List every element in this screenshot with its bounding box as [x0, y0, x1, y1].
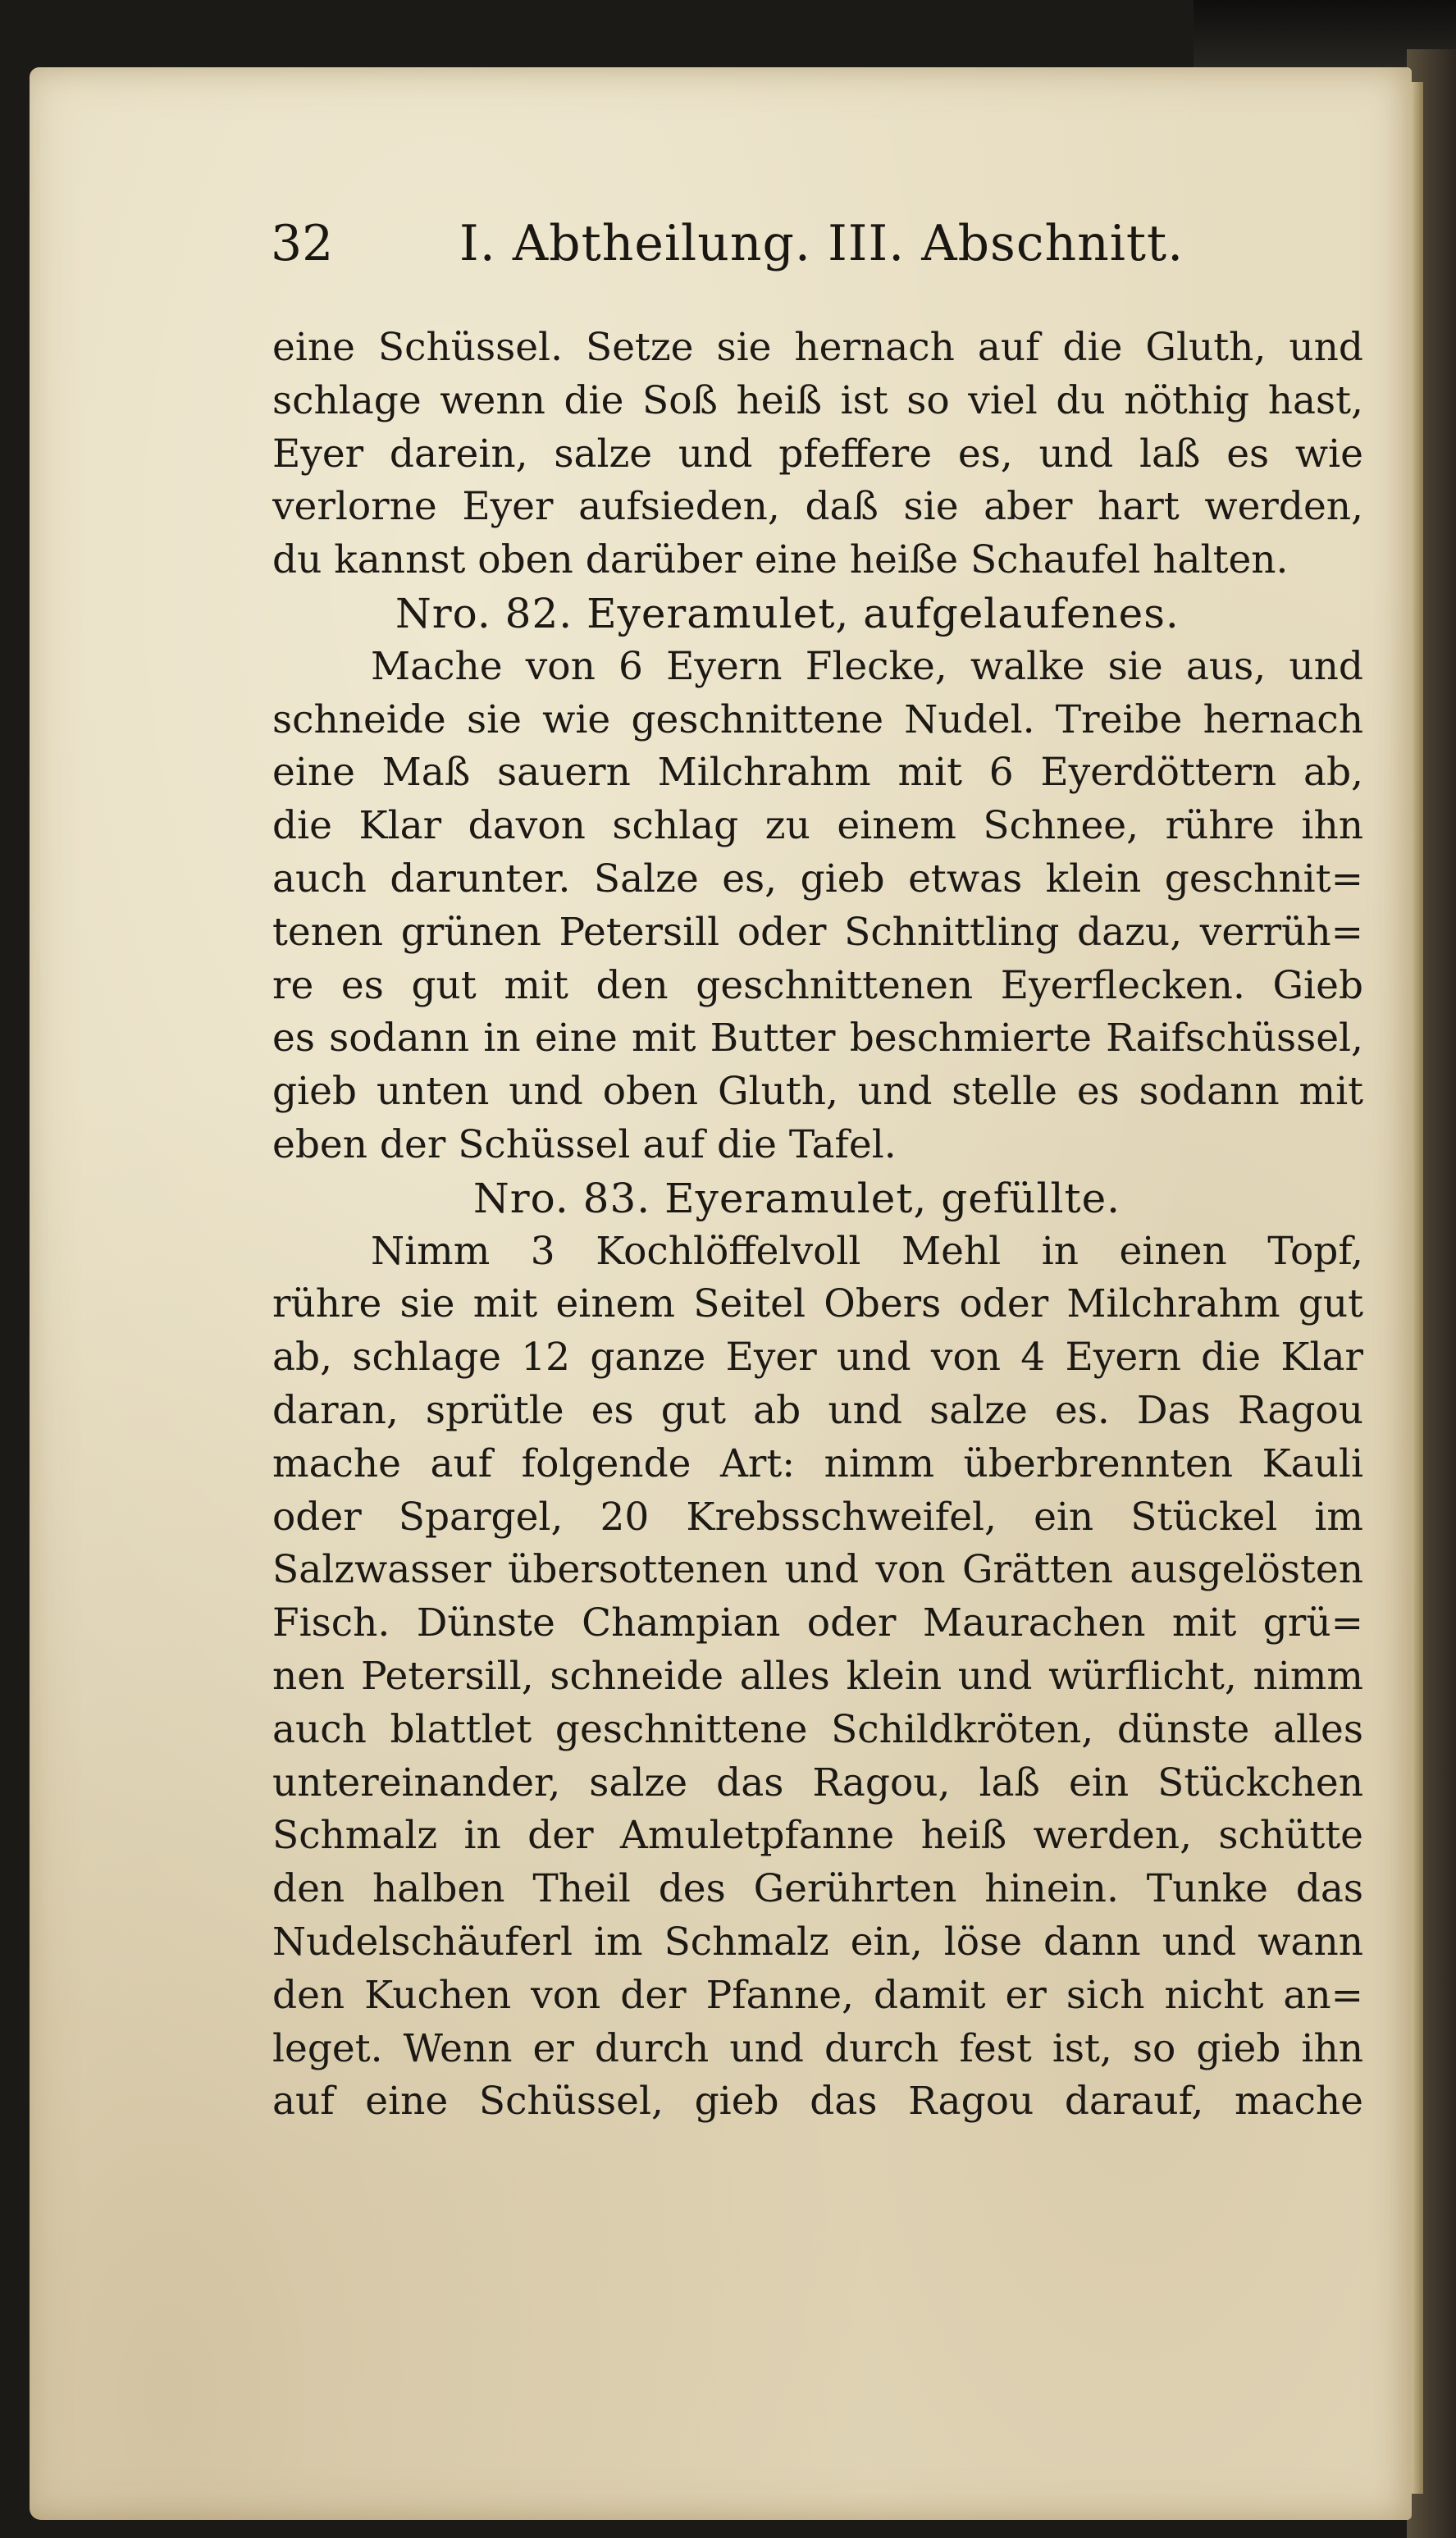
- text-line: den Kuchen von der Pfanne, damit er sich nicht an=: [272, 1972, 1363, 2018]
- text-line: Eyer darein, salze und pfeffere es, und laß es wie: [272, 431, 1363, 477]
- text-line: daran, sprütle es gut ab und salze es. Das Ragou: [272, 1387, 1363, 1433]
- text-line: Schmalz in der Amuletpfanne heiß werden, schütte: [272, 1813, 1363, 1859]
- page-number: 32: [271, 215, 334, 272]
- body-text: [272, 322, 1363, 2129]
- text-line: schlage wenn die Soß heiß ist so viel du nöthig hast,: [272, 377, 1363, 423]
- text-line: oder Spargel, 20 Krebsschweifel, ein Stückel im: [272, 1494, 1363, 1540]
- text-line: auch darunter. Salze es, gieb etwas klein geschnit=: [272, 856, 1363, 902]
- text-line: schneide sie wie geschnittene Nudel. Treibe hernach: [272, 696, 1363, 742]
- text-line: Fisch. Dünste Champian oder Maurachen mit grü=: [272, 1600, 1363, 1646]
- text-line: untereinander, salze das Ragou, laß ein Stückchen: [272, 1760, 1363, 1805]
- text-line: re es gut mit den geschnittenen Eyerflecken. Gieb: [272, 962, 1363, 1008]
- text-line: tenen grünen Petersill oder Schnittling dazu, verrüh=: [272, 909, 1363, 955]
- page-header: [271, 215, 1206, 281]
- text-line: Salzwasser übersottenen und von Grätten ausgelösten: [272, 1547, 1363, 1593]
- text-line: auf eine Schüssel, gieb das Ragou darauf, mache: [272, 2079, 1363, 2125]
- text-line: mache auf folgende Art: nimm überbrennten Kauli: [272, 1440, 1363, 1486]
- recipe-heading-82: Nro. 82. Eyeramulet, aufgelaufenes.: [395, 589, 1180, 637]
- text-line: eine Schüssel. Setze sie hernach auf die Gluth, und: [272, 325, 1363, 370]
- text-line: es sodann in eine mit Butter beschmierte Raifschüssel,: [272, 1016, 1363, 1061]
- text-line: eben der Schüssel auf die Tafel.: [272, 1121, 897, 1167]
- text-line: den halben Theil des Gerührten hinein. Tunke das: [272, 1866, 1363, 1912]
- text-line: du kannst oben darüber eine heiße Schaufel halten.: [272, 537, 1289, 583]
- text-line: leget. Wenn er durch und durch fest ist, so gieb ihn: [272, 2025, 1363, 2071]
- text-line: nen Petersill, schneide alles klein und würflicht, nimm: [272, 1653, 1363, 1699]
- text-line: ab, schlage 12 ganze Eyer und von 4 Eyern die Klar: [272, 1335, 1363, 1381]
- page-edge: [1412, 82, 1423, 2494]
- text-line: die Klar davon schlag zu einem Schnee, rühre ihn: [272, 803, 1363, 849]
- text-line: Nudelschäuferl im Schmalz ein, löse dann und wann: [272, 1919, 1363, 1965]
- text-line: Mache von 6 Eyern Flecke, walke sie aus, und: [371, 643, 1363, 689]
- recipe-heading-83: Nro. 83. Eyeramulet, gefüllte.: [473, 1174, 1121, 1222]
- text-line: rühre sie mit einem Seitel Obers oder Milchrahm gut: [272, 1281, 1363, 1327]
- text-line: gieb unten und oben Gluth, und stelle es sodann mit: [272, 1069, 1363, 1115]
- text-line: Nimm 3 Kochlöffelvoll Mehl in einen Topf,: [371, 1228, 1363, 1274]
- text-line: verlorne Eyer aufsieden, daß sie aber hart werden,: [272, 484, 1363, 530]
- text-line: auch blattlet geschnittene Schildkröten, dünste alles: [272, 1706, 1363, 1752]
- running-head: I. Abtheilung. III. Abschnitt.: [459, 215, 1184, 272]
- text-line: eine Maß sauern Milchrahm mit 6 Eyerdöttern ab,: [272, 750, 1363, 796]
